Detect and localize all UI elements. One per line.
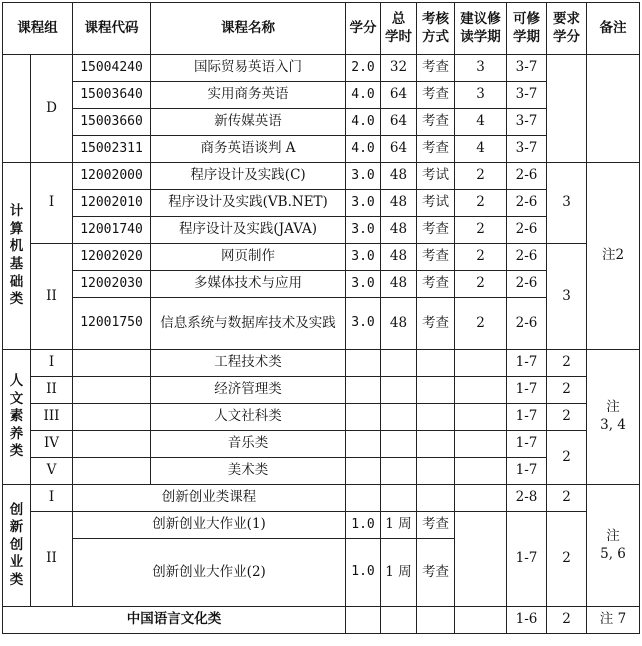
table-row: [3, 163, 640, 190]
subgroup-label: V: [31, 458, 73, 485]
header-term: 建议修 读学期: [455, 3, 507, 55]
course-name: 工程技术类: [151, 350, 346, 377]
course-name: 创新创业大作业(2): [73, 539, 346, 607]
course-hours: 32: [381, 55, 417, 82]
course-code: 12002010: [73, 190, 151, 217]
required-credit: 2: [547, 350, 587, 377]
course-credit: 4.0: [346, 109, 381, 136]
subgroup-label: II: [31, 512, 73, 607]
course-avail: 2-6: [507, 298, 547, 350]
course-avail: 2-6: [507, 271, 547, 298]
table-row: [3, 485, 640, 512]
course-hours: 48: [381, 298, 417, 350]
course-term: 2: [455, 217, 507, 244]
course-credit: 3.0: [346, 298, 381, 350]
table-row: [3, 298, 640, 350]
subgroup-label: IV: [31, 431, 73, 458]
course-exam: 考查: [417, 82, 455, 109]
course-name: 程序设计及实践(C): [151, 163, 346, 190]
course-code: 12002020: [73, 244, 151, 271]
course-avail: 2-6: [507, 217, 547, 244]
table-row: [3, 217, 640, 244]
course-code: [73, 350, 151, 377]
course-name: 新传媒英语: [151, 109, 346, 136]
course-name: 信息系统与数据库技术及实践: [151, 298, 346, 350]
course-credit: 3.0: [346, 190, 381, 217]
course-exam: 考查: [417, 298, 455, 350]
course-avail: 1-7: [507, 512, 547, 607]
course-avail: 3-7: [507, 109, 547, 136]
required-credit: 3: [547, 163, 587, 244]
header-avail: 可修 学期: [507, 3, 547, 55]
required-credit: 2: [547, 431, 587, 485]
required-credit: 2: [547, 377, 587, 404]
group-cell-empty: [3, 55, 31, 163]
group-label-humanities: 人 文 素 养 类: [3, 350, 31, 485]
header-row: [3, 3, 640, 55]
course-avail: 1-6: [507, 607, 547, 634]
course-credit: 1.0: [346, 512, 381, 539]
footer-label: 中国语言文化类: [3, 607, 346, 634]
table-row: [3, 136, 640, 163]
course-name: 美术类: [151, 458, 346, 485]
course-avail: 2-8: [507, 485, 547, 512]
course-exam: 考查: [417, 109, 455, 136]
course-hours: 1 周: [381, 539, 417, 607]
course-hours: 64: [381, 136, 417, 163]
note-cell: 注2: [587, 163, 640, 350]
course-credit: 3.0: [346, 163, 381, 190]
course-table: [2, 2, 640, 634]
subgroup-d: D: [31, 55, 73, 163]
note-cell: 注 5, 6: [587, 485, 640, 607]
course-credit: 4.0: [346, 82, 381, 109]
course-name: 创新创业类课程: [73, 485, 346, 512]
course-hours: 48: [381, 244, 417, 271]
course-term: 2: [455, 298, 507, 350]
course-name: 程序设计及实践(VB.NET): [151, 190, 346, 217]
course-term: 2: [455, 163, 507, 190]
course-exam: 考查: [417, 217, 455, 244]
header-note: 备注: [587, 3, 640, 55]
course-code: 12002000: [73, 163, 151, 190]
header-hours: 总 学时: [381, 3, 417, 55]
course-avail: 1-7: [507, 377, 547, 404]
table-row: [3, 109, 640, 136]
table-row: [3, 55, 640, 82]
table-row: [3, 271, 640, 298]
course-code: 15004240: [73, 55, 151, 82]
course-name: 网页制作: [151, 244, 346, 271]
subgroup-label: I: [31, 350, 73, 377]
course-exam: 考查: [417, 136, 455, 163]
table-row: [3, 607, 640, 634]
course-exam: 考查: [417, 539, 455, 607]
table-row: [3, 512, 640, 539]
course-credit: 1.0: [346, 539, 381, 607]
course-avail: 1-7: [507, 458, 547, 485]
course-credit: 2.0: [346, 55, 381, 82]
subgroup-i: I: [31, 163, 73, 244]
course-name: 程序设计及实践(JAVA): [151, 217, 346, 244]
course-credit: 3.0: [346, 244, 381, 271]
header-code: 课程代码: [73, 3, 151, 55]
course-avail: 2-6: [507, 163, 547, 190]
table-row: [3, 458, 640, 485]
table-row: [3, 377, 640, 404]
required-credit: 2: [547, 485, 587, 512]
course-avail: 3-7: [507, 136, 547, 163]
course-hours: 64: [381, 109, 417, 136]
course-avail: 3-7: [507, 55, 547, 82]
course-term: 2: [455, 190, 507, 217]
course-avail: 2-6: [507, 244, 547, 271]
course-credit: 3.0: [346, 271, 381, 298]
subgroup-ii: II: [31, 244, 73, 350]
course-name: 国际贸易英语入门: [151, 55, 346, 82]
course-exam: 考试: [417, 163, 455, 190]
course-hours: 48: [381, 217, 417, 244]
course-term: 3: [455, 82, 507, 109]
course-code: 12002030: [73, 271, 151, 298]
course-avail: 3-7: [507, 82, 547, 109]
course-hours: 48: [381, 163, 417, 190]
group-label-computer: 计 算 机 基 础 类: [3, 163, 31, 350]
course-term: 4: [455, 136, 507, 163]
req-empty: [547, 55, 587, 163]
course-exam: 考查: [417, 271, 455, 298]
required-credit: 2: [547, 607, 587, 634]
table-row: [3, 190, 640, 217]
table-row: [3, 431, 640, 458]
note-cell: 注 7: [587, 607, 640, 634]
course-credit: 3.0: [346, 217, 381, 244]
course-exam: 考试: [417, 190, 455, 217]
note-cell: 注 3, 4: [587, 350, 640, 485]
table-row: [3, 404, 640, 431]
course-term: [455, 512, 507, 607]
course-exam: 考查: [417, 512, 455, 539]
course-code: 15003660: [73, 109, 151, 136]
course-avail: 1-7: [507, 350, 547, 377]
course-name: 商务英语谈判 A: [151, 136, 346, 163]
course-code: 15002311: [73, 136, 151, 163]
course-hours: 64: [381, 82, 417, 109]
subgroup-label: II: [31, 377, 73, 404]
subgroup-label: III: [31, 404, 73, 431]
course-hours: 48: [381, 271, 417, 298]
course-name: 音乐类: [151, 431, 346, 458]
course-term: 2: [455, 244, 507, 271]
course-code: 12001750: [73, 298, 151, 350]
required-credit: 2: [547, 404, 587, 431]
table-row: [3, 244, 640, 271]
required-credit: 3: [547, 244, 587, 350]
course-exam: 考查: [417, 244, 455, 271]
course-exam: 考查: [417, 55, 455, 82]
header-req: 要求 学分: [547, 3, 587, 55]
course-term: 2: [455, 271, 507, 298]
header-group: 课程组: [3, 3, 73, 55]
header-credit: 学分: [346, 3, 381, 55]
required-credit: 2: [547, 512, 587, 607]
table-row: [3, 82, 640, 109]
course-avail: 1-7: [507, 431, 547, 458]
course-credit: 4.0: [346, 136, 381, 163]
course-name: 经济管理类: [151, 377, 346, 404]
course-hours: 1 周: [381, 512, 417, 539]
subgroup-label: I: [31, 485, 73, 512]
course-avail: 1-7: [507, 404, 547, 431]
group-label-innovation: 创 新 创 业 类: [3, 485, 31, 607]
header-name: 课程名称: [151, 3, 346, 55]
course-name: 创新创业大作业(1): [73, 512, 346, 539]
header-exam: 考核 方式: [417, 3, 455, 55]
note-empty: [587, 55, 640, 163]
course-name: 多媒体技术与应用: [151, 271, 346, 298]
course-hours: 48: [381, 190, 417, 217]
course-avail: 2-6: [507, 190, 547, 217]
course-term: 3: [455, 55, 507, 82]
course-code: 15003640: [73, 82, 151, 109]
course-name: 人文社科类: [151, 404, 346, 431]
table-row: [3, 350, 640, 377]
course-name: 实用商务英语: [151, 82, 346, 109]
course-code: 12001740: [73, 217, 151, 244]
course-term: 4: [455, 109, 507, 136]
